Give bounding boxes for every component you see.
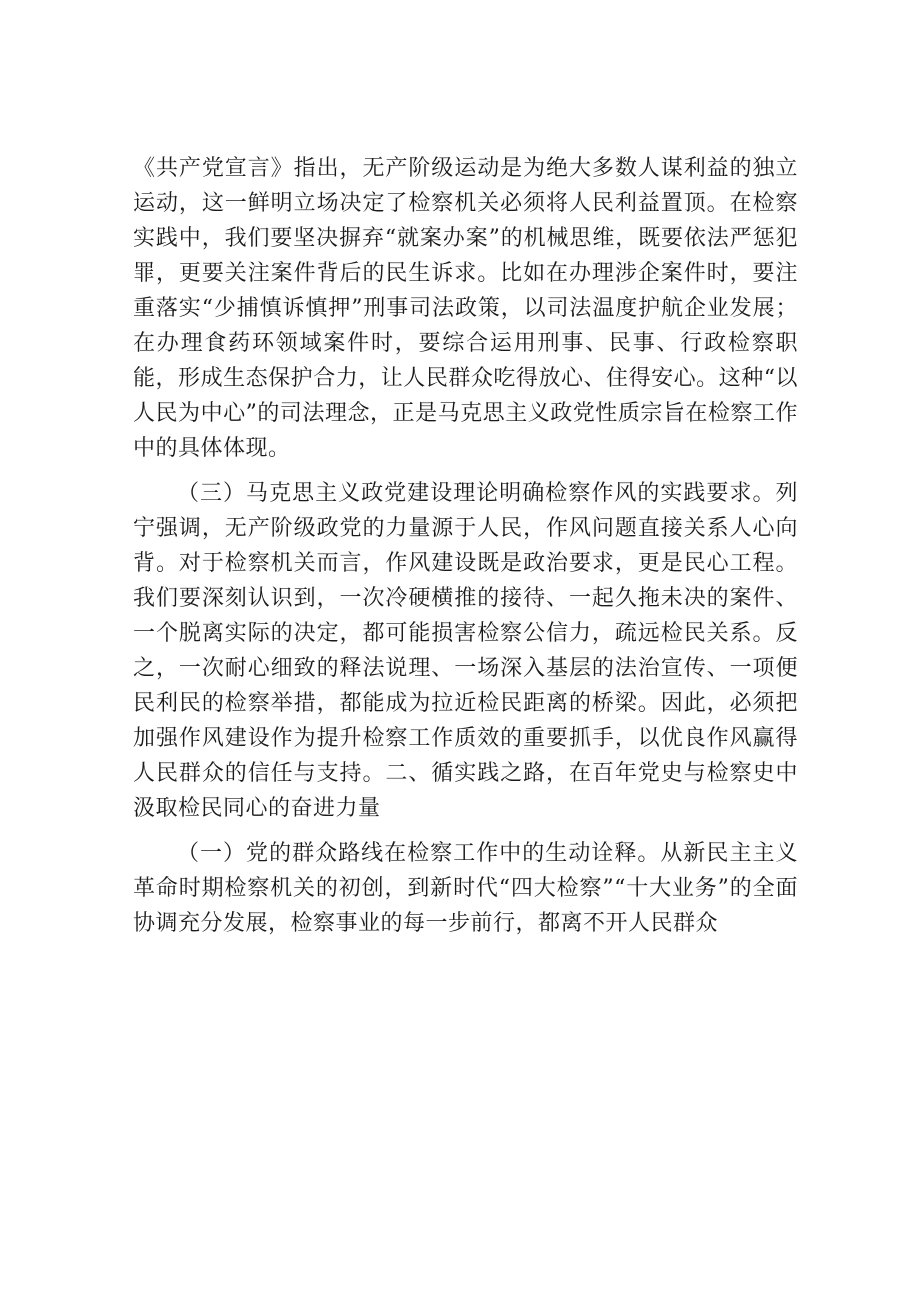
paragraph-continuation: 《共产党宣言》指出，无产阶级运动是为绝大多数人谋利益的独立运动，这一鲜明立场决定了检察机关必须将人民利益置顶。在检察实践中，我们要坚决摒弃“就案办案”的机械思维，既要依法严惩犯罪，更要关注案件背后的民生诉求。比如在办理涉企案件时，要注重落实“少捕慎诉慎押”刑事司法政策，以司法温度护航企业发展；在办理食药环领域案件时，要综合运用刑事、民事、行政检察职能，形成生态保护合力，让人民群众吃得放心、住得安心。这种“以人民为中心”的司法理念，正是马克思主义政党性质宗旨在检察工作中的具体体现。 [133,156,798,461]
paragraph-section-three: （三）马克思主义政党建设理论明确检察作风的实践要求。列宁强调，无产阶级政党的力量源于人民，作风问题直接关系人心向背。对于检察机关而言，作风建设既是政治要求，更是民心工程。我们要深刻认识到，一次冷硬横推的接待、一起久拖未决的案件、一个脱离实际的决定，都可能损害检察公信力，疏远检民关系。反之，一次耐心细致的释法说理、一场深入基层的法治宣传、一项便民利民的检察举措，都能成为拉近检民距离的桥梁。因此，必须把加强作风建设作为提升检察工作质效的重要抓手，以优良作风赢得人民群众的信任与支持。二、循实践之路，在百年党史与检察史中汲取检民同心的奋进力量 [133,481,798,821]
document-body [133,151,798,951]
paragraph-section-one: （一）党的群众路线在检察工作中的生动诠释。从新民主主义革命时期检察机关的初创，到新时代“四大检察”“十大业务”的全面协调充分发展，检察事业的每一步前行，都离不开人民群众 [133,841,798,936]
